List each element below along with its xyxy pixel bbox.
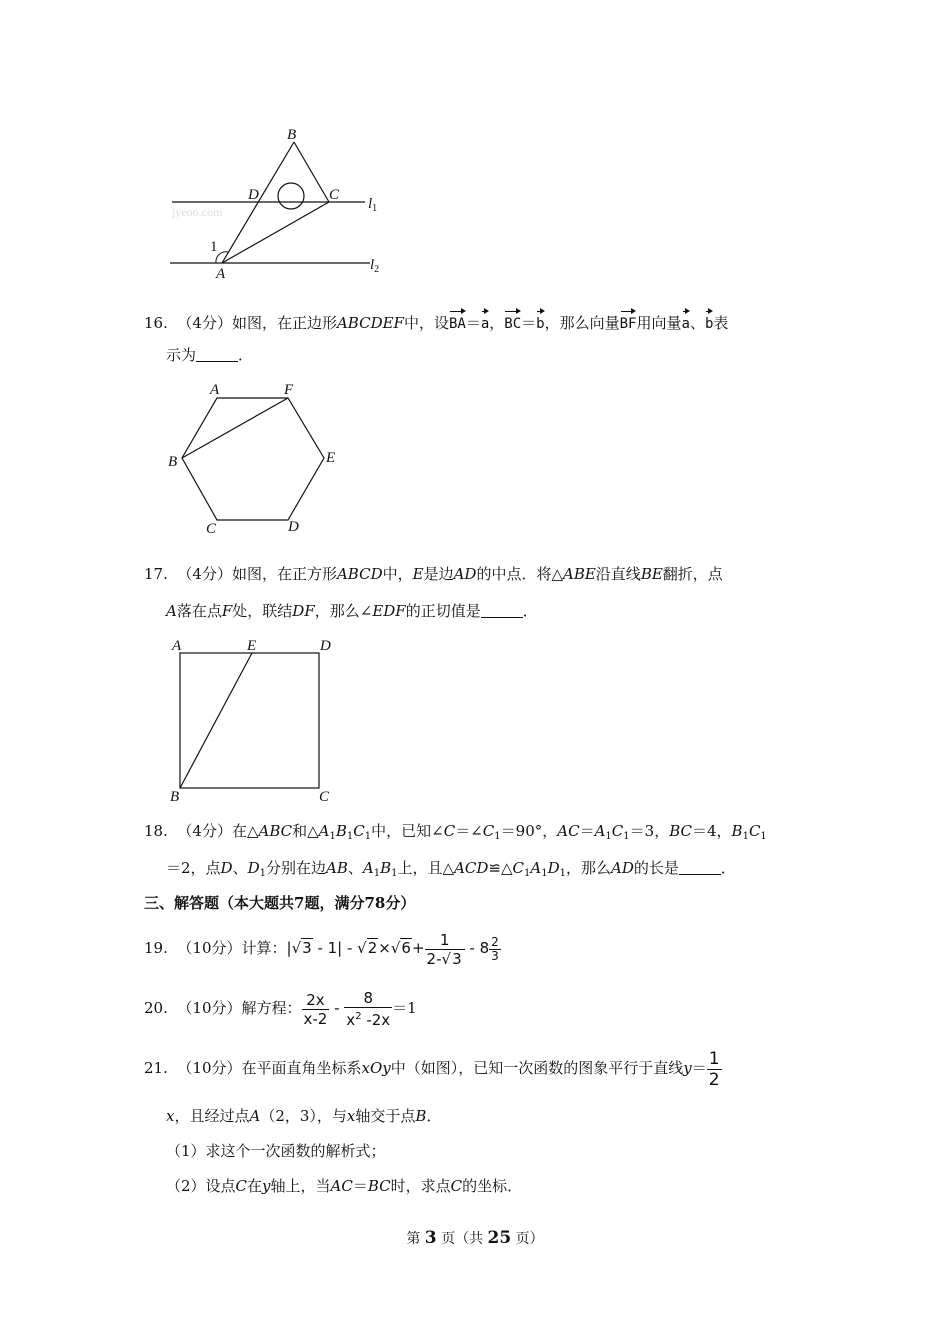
label-A: A xyxy=(216,266,226,282)
label-F: F xyxy=(284,382,294,398)
question-17-line2: A落在点F处，联结DF，那么∠EDF的正切值是 ． xyxy=(166,602,538,620)
figure-16-hexagon xyxy=(160,378,360,538)
figure-17-square xyxy=(160,633,350,808)
question-21-sub2: （2）设点C在y轴上，当AC＝BC时，求点C的坐标． xyxy=(166,1177,523,1195)
label-D: D xyxy=(248,187,259,203)
label-B: B xyxy=(287,127,297,143)
question-18: 18. （4分）在△ABC和$\triangle A_1B_1C_1$中，已知$\angle C=\angle C_1=90^\circ$，$AC=A_1C_1=3$，BC＝4，$B_1C_1$ xyxy=(144,822,767,842)
figure-15-parallel-lines xyxy=(160,120,400,280)
label-1: 1 xyxy=(210,239,218,255)
label-D: D xyxy=(320,638,331,654)
question-20: 20. （10分）解方程： $\frac{2x}{x-2}$ - $\frac{8}{x^2 -2x}$ ＝1 xyxy=(144,989,417,1029)
question-21-sub1: （1）求这个一次函数的解析式； xyxy=(166,1142,386,1160)
label-A: A xyxy=(172,638,182,654)
page-footer: 第 3 页（共 25 页） xyxy=(406,1228,544,1248)
label-l1: $l_1$ xyxy=(368,196,378,214)
question-18-line2: ＝2，点D、$D_1$分别在边AB、$A_1B_1$上，且$\triangle ACD≌\triangle C_1A_1D_1$，那么AD的长是 ． xyxy=(166,859,736,879)
label-C: C xyxy=(329,187,340,203)
answer-blank xyxy=(481,603,523,618)
section-3-heading: 三、解答题（本大题共7题，满分78分） xyxy=(144,894,416,912)
label-B: B xyxy=(168,454,178,470)
answer-blank xyxy=(679,860,721,875)
label-A: A xyxy=(210,382,220,398)
label-B: B xyxy=(170,789,180,805)
question-16: 16. （4分）如图，在正边形ABCDEF中，设BA＝a，BC＝b，那么向量BF用向量a、b表 xyxy=(144,308,728,334)
label-E: E xyxy=(326,450,336,466)
label-E: E xyxy=(247,638,257,654)
answer-blank xyxy=(196,347,238,362)
question-21-line2: x，且经过点A（2，3），与x轴交于点B． xyxy=(166,1107,442,1125)
watermark: jyeoo.com xyxy=(172,205,223,219)
question-17: 17. （4分）如图，在正方形ABCD中，E是边AD的中点．将△ABE沿直线BE翻折，点 xyxy=(144,565,723,583)
question-19: 19. （10分）计算：|√3 - 1| - √2×√6+ $\frac{1}{2-√3}$ - 8 $\frac{2}{3}$ xyxy=(144,930,499,968)
question-21: 21. （10分）在平面直角坐标系xOy中（如图），已知一次函数的图象平行于直线y＝ $\frac{1}{2}$ xyxy=(144,1048,720,1090)
label-C: C xyxy=(319,789,330,805)
label-l2: $l_2$ xyxy=(370,257,380,275)
label-C: C xyxy=(206,521,217,537)
question-16-line2: 示为 ． xyxy=(166,346,254,364)
label-D: D xyxy=(288,519,299,535)
